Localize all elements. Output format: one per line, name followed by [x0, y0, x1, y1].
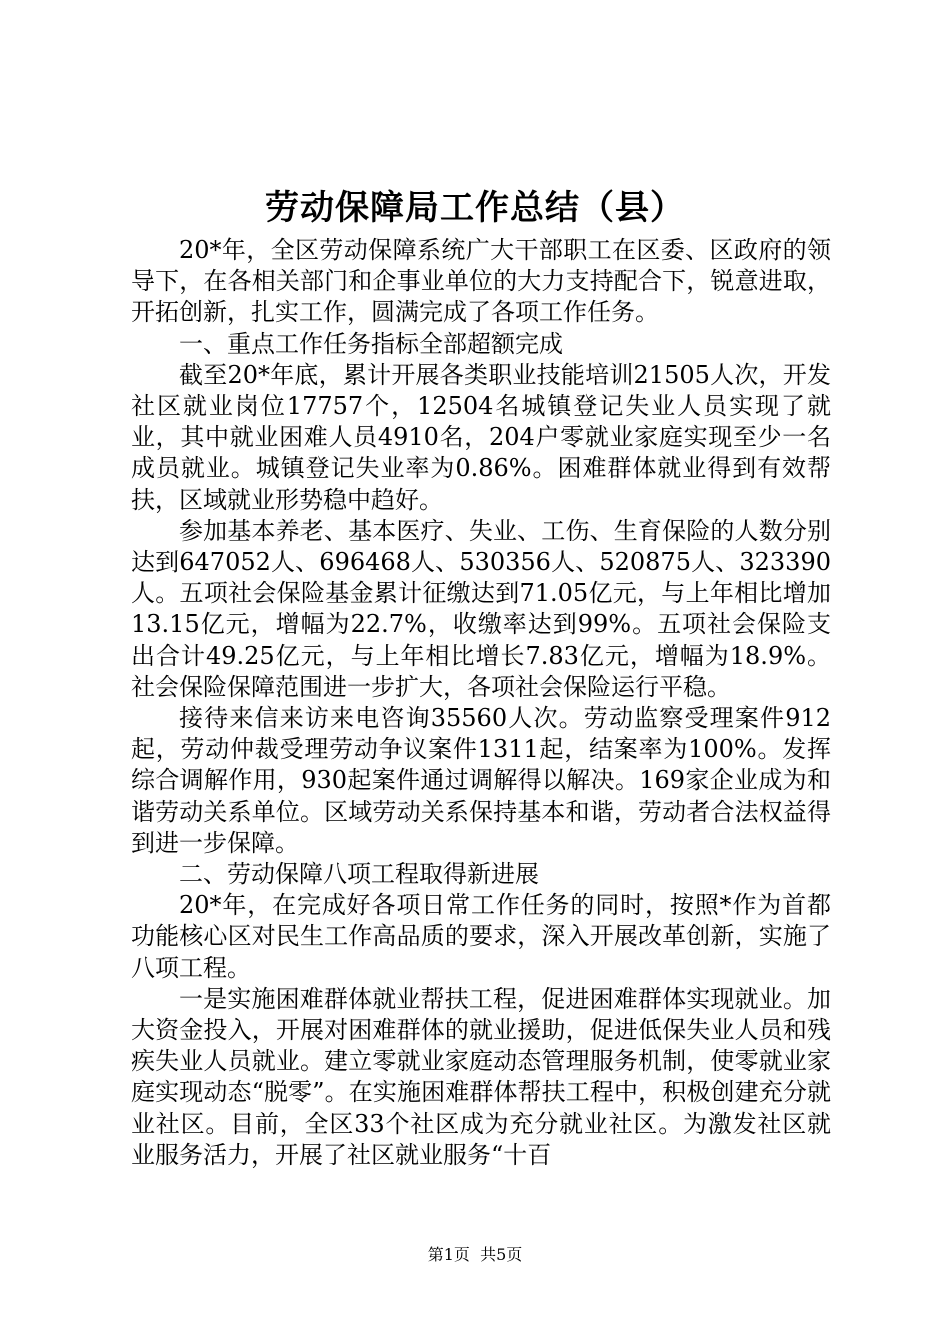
paragraph-project-one: 一是实施困难群体就业帮扶工程，促进困难群体实现就业。加大资金投入，开展对困难群体的就业援助，促进低保失业人员和残疾失业人员就业。建立零就业家庭动态管理服务机制，使零就业家庭实现动态“脱零”。在实施困难群体帮扶工程中，积极创建充分就业社区。目前，全区33个社区成为充分就业社区。为激发社区就业服务活力，开展了社区就业服务“十百: [131, 984, 831, 1169]
paragraph-intro: 20*年，全区劳动保障系统广大干部职工在区委、区政府的领导下，在各相关部门和企事业单位的大力支持配合下，锐意进取，开拓创新，扎实工作，圆满完成了各项工作任务。: [131, 236, 831, 327]
page-total: 共5页: [480, 1245, 523, 1264]
section-heading-1: 一、重点工作任务指标全部超额完成: [179, 329, 563, 358]
section-heading-2: 二、劳动保障八项工程取得新进展: [179, 860, 539, 889]
document-title: 劳动保障局工作总结（县）: [265, 188, 685, 228]
paragraph-labor-relations: 接待来信来访来电咨询35560人次。劳动监察受理案件912起，劳动仲裁受理劳动争议案件1311起，结案率为100%。发挥综合调解作用，930起案件通过调解得以解决。169家企业成为和谐劳动关系单位。区域劳动关系保持基本和谐，劳动者合法权益得到进一步保障。: [131, 704, 831, 857]
footer-spacer: [470, 1245, 480, 1264]
paragraph-insurance: 参加基本养老、基本医疗、失业、工伤、生育保险的人数分别达到647052人、696468人、530356人、520875人、323390人。五项社会保险基金累计征缴达到71.05亿元，与上年相比增加13.15亿元，增幅为22.7%，收缴率达到99%。五项社会保险支出合计49.25亿元，与上年相比增长7.83亿元，增幅为18.9%。社会保险保障范围进一步扩大，各项社会保险运行平稳。: [131, 516, 831, 701]
paragraph-employment: 截至20*年底，累计开展各类职业技能培训21505人次，开发社区就业岗位17757个，12504名城镇登记失业人员实现了就业，其中就业困难人员4910名，204户零就业家庭实现至少一名成员就业。城镇登记失业率为0.86%。困难群体就业得到有效帮扶，区域就业形势稳中趋好。: [131, 360, 831, 514]
paragraph-eight-projects: 20*年，在完成好各项日常工作任务的同时，按照*作为首都功能核心区对民生工作高品质的要求，深入开展改革创新，实施了八项工程。: [131, 891, 831, 982]
page-footer: [0, 1244, 950, 1266]
document-body: [131, 235, 831, 1171]
page-number: 第1页: [427, 1245, 470, 1264]
